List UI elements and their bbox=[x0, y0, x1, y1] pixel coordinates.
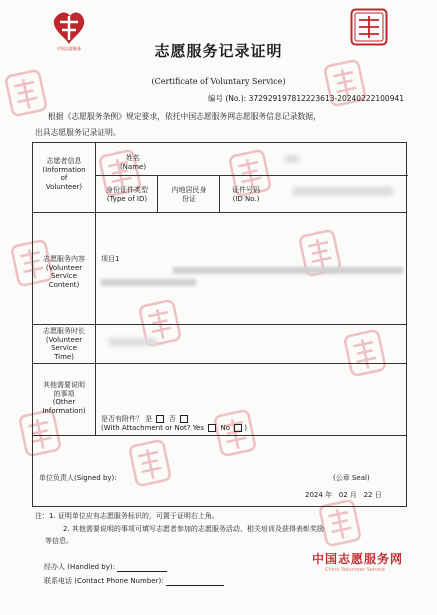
handler-input-line[interactable] bbox=[117, 563, 167, 572]
redacted-service-time bbox=[109, 338, 157, 346]
number-value: 372929197812223613-20240222100941 bbox=[248, 94, 405, 103]
footnote-1: 注：1. 证明单位应有志愿服务标识的，可置于证明右上角。 bbox=[35, 512, 219, 520]
row-divider bbox=[33, 212, 406, 213]
id-number-label: 证件号码 (ID No.) bbox=[232, 186, 260, 203]
other-info-label: 其他需要说明 的事项 (Other Information) bbox=[42, 381, 86, 415]
redacted-id-number bbox=[293, 187, 393, 196]
intro-text-line2: 出具志愿服务记录证明。 bbox=[35, 128, 121, 137]
attachment-no-checkbox[interactable] bbox=[180, 415, 188, 423]
redacted-project-detail bbox=[173, 267, 403, 274]
brand-name: 中国志愿服务网 bbox=[312, 552, 404, 566]
page-subtitle: (Certificate of Voluntary Service) bbox=[151, 77, 286, 86]
issue-date: 2024 年 02 月 22 日 bbox=[305, 491, 382, 499]
row-divider bbox=[33, 435, 406, 436]
attachment-yes-checkbox-en[interactable] bbox=[208, 424, 216, 432]
id-type-label: 身份证件类型 (Type of ID) bbox=[106, 186, 148, 203]
redacted-project-detail bbox=[101, 279, 196, 286]
official-seal-label: (公章 Seal) bbox=[333, 474, 370, 482]
attachment-yes-checkbox[interactable] bbox=[156, 415, 164, 423]
redacted-name bbox=[285, 155, 299, 163]
attachment-no-checkbox-en[interactable] bbox=[234, 424, 242, 432]
handler-row: 经办人 (Handled by): bbox=[44, 562, 167, 572]
service-time-label: 志愿服务时长 (Volunteer Service Time) bbox=[43, 327, 85, 361]
col-divider bbox=[219, 175, 220, 212]
page-title: 志愿服务记录证明 bbox=[154, 42, 283, 60]
id-type-value: 内地居民身 份证 bbox=[171, 186, 207, 203]
footnote-2-line2: 等信息。 bbox=[45, 537, 73, 545]
col-divider bbox=[157, 175, 158, 212]
volunteer-info-label: 志愿者信息 (Information of Volunteer) bbox=[42, 157, 86, 191]
project-label: 项目1 bbox=[101, 255, 120, 263]
name-label: 姓名 (Name) bbox=[119, 154, 147, 171]
watermark-seal-icon bbox=[2, 66, 51, 119]
label-column-divider bbox=[95, 143, 96, 435]
intro-text-line1: 根据《志愿服务条例》规定要求，依托中国志愿服务网志愿服务信息记录数据， bbox=[48, 112, 321, 121]
phone-input-line[interactable] bbox=[166, 577, 224, 586]
phone-row: 联系电话 (Contact Phone Number): bbox=[44, 576, 224, 586]
service-content-label: 志愿服务内容 (Volunteer Service Content) bbox=[43, 255, 85, 289]
certificate-number-row bbox=[208, 93, 404, 104]
unit-signature-label: 单位负责人(Signed by): bbox=[39, 474, 117, 482]
footnote-2-line1: 2. 其他需要说明的事项可填写志愿者参加的志愿服务活动、相关培训及获得表彰奖励 bbox=[63, 525, 324, 533]
brand-subtitle: China Volunteer Service bbox=[325, 567, 385, 573]
attachment-question: 是否有附件？ 是 否 (With Attachment or Not? Yes No ) bbox=[101, 415, 247, 432]
name-row-divider bbox=[95, 175, 408, 176]
row-divider bbox=[33, 363, 406, 364]
number-label: 编号 (No.): bbox=[208, 94, 247, 103]
row-divider bbox=[33, 324, 406, 325]
logo-caption: 中国志愿服务 bbox=[57, 46, 81, 51]
certificate-table bbox=[32, 142, 407, 507]
